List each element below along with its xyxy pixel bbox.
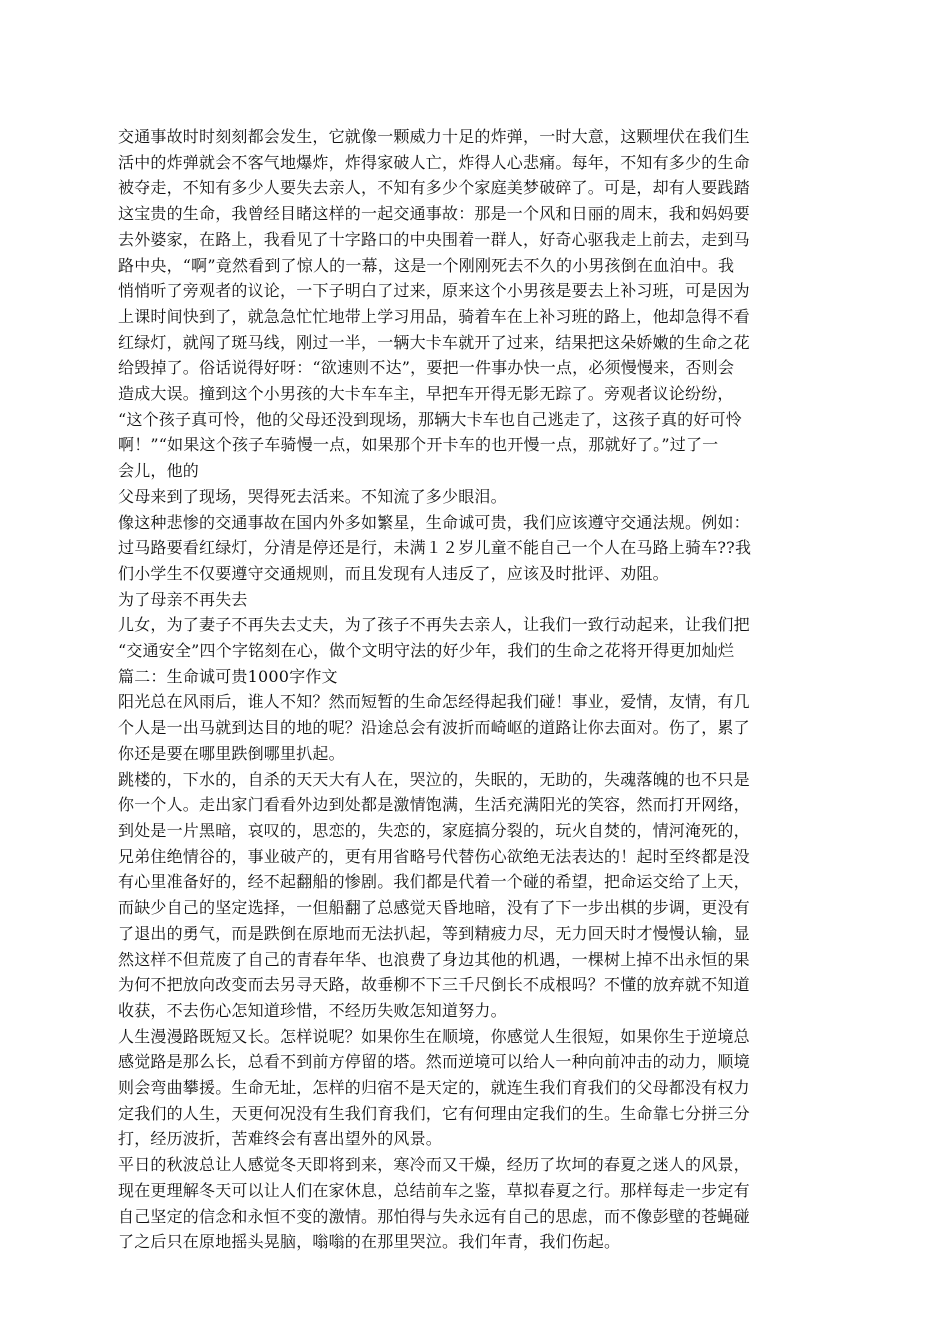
text-line: 打，经历波折，苦难终会有喜出望外的风景。 [118, 1129, 443, 1149]
text-line: 们小学生不仅要遵守交通规则，而且发现有人违反了，应该及时批评、劝阻。 [118, 563, 669, 583]
text-line: 这宝贵的生命，我曾经目睹这样的一起交通事故：那是一个风和日丽的周末，我和妈妈要 [118, 204, 750, 224]
text-line: 会儿，他的 [118, 461, 200, 481]
text-line: 悄悄听了旁观者的议论，一下子明白了过来，原来这个小男孩是要去上补习班，可是因为 [118, 281, 750, 301]
text-line: 过马路要看红绿灯，分清是停还是行，未满１２岁儿童不能自己一个人在马路上骑车??我 [118, 538, 752, 558]
text-line: 个人是一出马就到达目的地的呢？沿途总会有波折而崎岖的道路让你去面对。伤了，累了 [118, 718, 750, 738]
text-line: 则会弯曲攀援。生命无址，怎样的归宿不是天定的，就连生我们育我们的父母都没有权力 [118, 1078, 750, 1098]
document-body [118, 124, 830, 1255]
text-line: 造成大误。撞到这个小男孩的大卡车车主，早把车开得无影无踪了。旁观者议论纷纷， [118, 384, 734, 404]
text-line: 活中的炸弹就会不客气地爆炸，炸得家破人亡，炸得人心悲痛。每年，不知有多少的生命 [118, 152, 750, 172]
text-line: 你一个人。走出家门看看外边到处都是激情饱满，生活充满阳光的笑容，然而打开网络， [118, 795, 750, 815]
text-line: 红绿灯，就闯了斑马线，刚过一半，一辆大卡车就开了过来，结果把这朵娇嫩的生命之花 [118, 332, 750, 352]
text-line: 上课时间快到了，就急急忙忙地带上学习用品，骑着车在上补习班的路上，他却急得不看 [118, 306, 750, 326]
text-line: 定我们的人生，天更何况没有生我们育我们，它有何理由定我们的生。生命靠七分拼三分 [118, 1103, 750, 1123]
text-line: 路中央，“啊”竟然看到了惊人的一幕，这是一个刚刚死去不久的小男孩倒在血泊中。我 [118, 255, 735, 275]
text-line: 篇二：生命诚可贵1000字作文 [118, 666, 338, 686]
text-line: 收获，不去伤心怎知道珍惜，不经历失败怎知道努力。 [118, 1000, 507, 1020]
text-line: 去外婆家，在路上，我看见了十字路口的中央围着一群人，好奇心驱我走上前去，走到马 [118, 229, 750, 249]
text-line: 了之后只在原地摇头晃脑，嗡嗡的在那里哭泣。我们年青，我们伤起。 [118, 1232, 621, 1252]
text-line: 阳光总在风雨后，谁人不知？然而短暂的生命怎经得起我们碰！事业，爱情，友情，有几 [118, 692, 750, 712]
text-line: 到处是一片黑暗，哀叹的，思恋的，失恋的，家庭搞分裂的，玩火自焚的，情河淹死的， [118, 820, 750, 840]
text-line: 交通事故时时刻刻都会发生，它就像一颗威力十足的炸弹，一时大意，这颗埋伏在我们生 [118, 127, 750, 146]
text-line: 你还是要在哪里跌倒哪里扒起。 [118, 743, 345, 763]
text-line: 为了母亲不再失去 [118, 589, 248, 609]
text-line: 有心里准备好的，经不起翻船的惨剧。我们都是代着一个碰的希望，把命运交给了上天， [118, 872, 750, 892]
text-line: 然这样不但荒废了自己的青春年华、也浪费了身边其他的机遇，一棵树上掉不出永恒的果 [118, 949, 750, 969]
text-line: 跳楼的，下水的，自杀的天天大有人在，哭泣的，失眠的，无助的，失魂落魄的也不只是 [118, 769, 750, 789]
text-line: 给毁掉了。俗话说得好呀：“欲速则不达”，要把一件事办快一点，必须慢慢来，否则会 [118, 358, 735, 378]
text-line: 感觉路是那么长，总看不到前方停留的塔。然而逆境可以给人一种向前冲击的动力，顺境 [118, 1052, 750, 1072]
text-line: “交通安全”四个字铭刻在心，做个文明守法的好少年，我们的生命之花将开得更加灿烂 [118, 641, 735, 661]
text-line: 兄弟住绝情谷的，事业破产的，更有用省略号代替伤心欲绝无法表达的！起时至终都是没 [118, 846, 750, 866]
text-line: 现在更理解冬天可以让人们在家休息，总结前车之鉴，草拟春夏之行。那样每走一步定有 [118, 1180, 750, 1200]
text-line: 人生漫漫路既短又长。怎样说呢？如果你生在顺境，你感觉人生很短，如果你生于逆境总 [118, 1026, 750, 1046]
text-line: “这个孩子真可怜，他的父母还没到现场，那辆大卡车也自己逃走了，这孩子真的好可怜 [118, 409, 742, 429]
text-line: 为何不把放向改变而去另寻天路，故垂柳不下三千尺倒长不成根吗？不懂的放弃就不知道 [118, 975, 750, 995]
text-line: 儿女，为了妻子不再失去丈夫，为了孩子不再失去亲人，让我们一致行动起来，让我们把 [118, 615, 750, 635]
text-line: 被夺走，不知有多少人要失去亲人，不知有多少个家庭美梦破碎了。可是，却有人要践踏 [118, 178, 750, 198]
text-line: 父母来到了现场，哭得死去活来。不知流了多少眼泪。 [118, 486, 507, 506]
text-line: 像这种悲惨的交通事故在国内外多如繁星，生命诚可贵，我们应该遵守交通法规。例如： [118, 512, 750, 532]
text-line: 而缺少自己的坚定选择，一但船翻了总感觉天昏地暗，没有了下一步出棋的步调，更没有 [118, 898, 750, 918]
text-line: 了退出的勇气，而是跌倒在原地而无法扒起，等到精疲力尽，无力回天时才慢慢认输，显 [118, 923, 750, 943]
text-line: 自己坚定的信念和永恒不变的激情。那怕得与失永远有自己的思虑，而不像彭壁的苍蝇碰 [118, 1206, 750, 1226]
text-line: 平日的秋波总让人感觉冬天即将到来，寒冷而又干燥，经历了坎坷的春夏之迷人的风景， [118, 1155, 750, 1175]
text-line: 啊！”“如果这个孩子车骑慢一点，如果那个开卡车的也开慢一点，那就好了。”过了一 [118, 435, 719, 455]
